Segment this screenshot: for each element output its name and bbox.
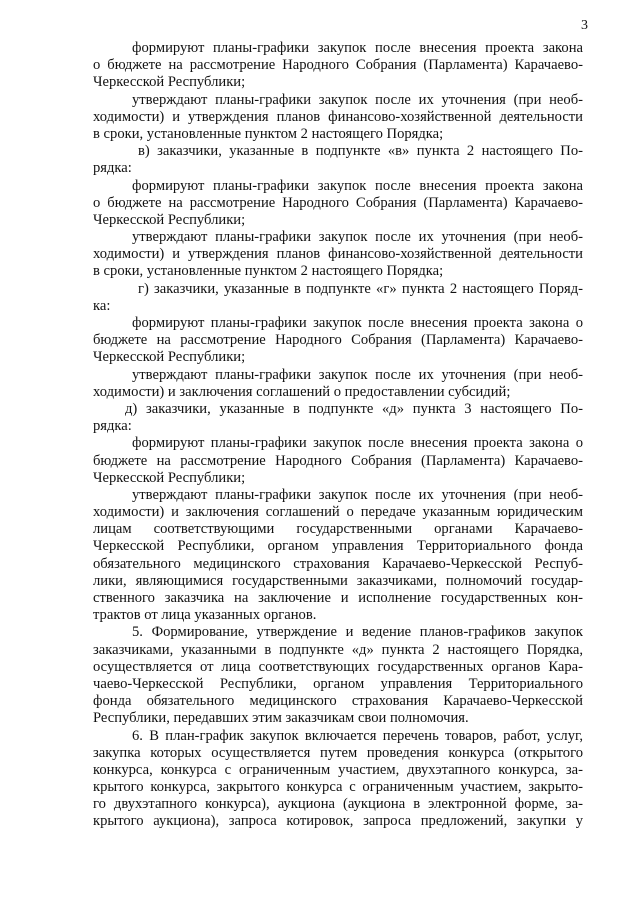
text-line: в сроки, установленные пунктом 2 настоящего Порядка;	[93, 263, 444, 280]
text-line: рядка:	[93, 418, 132, 435]
text-line: Черкесской Республики;	[93, 74, 246, 91]
text-line: обязательного медицинского страхования Карачаево-Черкесской Респуб-	[93, 555, 583, 572]
text-line: г) заказчики, указанные в подпункте «г» пункта 2 настоящего Поряд-	[138, 280, 583, 297]
text-line: формируют планы-графики закупок после внесения проекта закона о	[132, 435, 583, 452]
text-line: бюджете на рассмотрение Народного Собрания (Парламента) Карачаево-	[93, 332, 583, 349]
text-line: 5. Формирование, утверждение и ведение планов-графиков закупок	[132, 624, 583, 641]
text-line: конкурса, конкурса с ограниченным участием, двухэтапного конкурса, за-	[93, 761, 583, 778]
text-line: формируют планы-графики закупок после внесения проекта закона	[132, 40, 583, 56]
text-line: утверждают планы-графики закупок после их уточнения (при необ-	[132, 229, 583, 246]
text-line: го двухэтапного конкурса), аукциона (аукциона в электронной форме, за-	[93, 796, 583, 813]
text-line: Черкесской Республики;	[93, 469, 246, 486]
text-line: фонда обязательного медицинского страхования Карачаево-Черкесской	[93, 693, 583, 710]
text-line: 6. В план-график закупок включается перечень товаров, работ, услуг,	[132, 727, 583, 744]
text-line: ходимости) и заключения соглашений о предоставлении субсидий;	[93, 383, 511, 400]
page-number: 3	[581, 18, 588, 33]
text-line: крытого конкурса, закрытого конкурса с ограниченным участием, закрыто-	[93, 779, 583, 796]
text-line: Черкесской Республики;	[93, 211, 246, 228]
text-line: ходимости) и заключения соглашений о передаче указанным юридическим	[93, 504, 583, 521]
text-line: рядка:	[93, 160, 132, 177]
text-line: ка:	[93, 297, 111, 314]
text-line: Республики, передавших этим заказчикам свои полномочия.	[93, 710, 469, 727]
text-line: утверждают планы-графики закупок после их уточнения (при необ-	[132, 91, 583, 108]
text-line: о бюджете на рассмотрение Народного Собрания (Парламента) Карачаево-	[93, 57, 583, 74]
text-line: утверждают планы-графики закупок после их уточнения (при необ-	[132, 366, 583, 383]
text-line: заказчиками, указанными в подпункте «д» пункта 2 настоящего Порядка,	[93, 641, 583, 658]
text-line: в) заказчики, указанные в подпункте «в» пункта 2 настоящего По-	[138, 143, 583, 160]
text-line: ственного заказчика на заключение и исполнение государственных кон-	[93, 590, 583, 606]
text-line: бюджете на рассмотрение Народного Собрания (Парламента) Карачаево-	[93, 452, 583, 469]
text-line: осуществляется от лица соответствующих государственных органов Кара-	[93, 658, 583, 675]
text-line: Черкесской Республики;	[93, 349, 246, 366]
text-line: ходимости) и утверждения планов финансово-хозяйственной деятельности	[93, 246, 583, 263]
text-line: д) заказчики, указанные в подпункте «д» пункта 3 настоящего По-	[125, 400, 583, 417]
text-line: трактов от лица указанных органов.	[93, 607, 317, 624]
text-line: закупка которых осуществляется путем проведения конкурса (открытого	[93, 744, 583, 761]
text-line: чаево-Черкесской Республики, органом управления Территориального	[93, 675, 583, 692]
text-line: ходимости) и утверждения планов финансово-хозяйственной деятельности	[93, 108, 583, 125]
text-line: лики, являющимися государственными заказчиками, полномочий государ-	[93, 572, 583, 589]
document-body	[93, 40, 583, 831]
text-line: о бюджете на рассмотрение Народного Собрания (Парламента) Карачаево-	[93, 194, 583, 211]
text-line: формируют планы-графики закупок после внесения проекта закона о	[132, 315, 583, 331]
text-line: лицам соответствующими государственными органами Карачаево-	[93, 521, 583, 538]
text-line: крытого аукциона), запроса котировок, запроса предложений, закупки у	[93, 813, 583, 830]
text-line: в сроки, установленные пунктом 2 настоящего Порядка;	[93, 125, 444, 142]
text-line: Черкесской Республики, органом управления Территориального фонда	[93, 538, 583, 555]
text-line: формируют планы-графики закупок после внесения проекта закона	[132, 177, 583, 194]
text-line: утверждают планы-графики закупок после их уточнения (при необ-	[132, 486, 583, 503]
